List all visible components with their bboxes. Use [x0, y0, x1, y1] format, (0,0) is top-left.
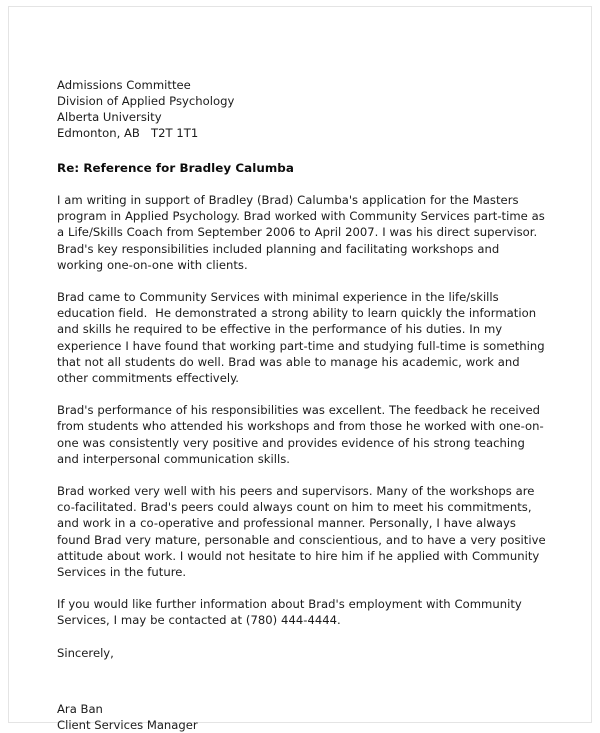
- recipient-address-block: [57, 77, 547, 141]
- recipient-line-institution: Alberta University: [57, 110, 162, 124]
- signature-space: [57, 661, 547, 701]
- recipient-line-city-postal: Edmonton, AB T2T 1T1: [57, 126, 199, 140]
- signer-title: Client Services Manager: [57, 717, 198, 732]
- signer-name: Ara Ban: [57, 701, 103, 716]
- signature-block: [57, 701, 547, 733]
- document-page: [8, 6, 592, 732]
- body-paragraph-3: Brad's performance of his responsibilities was excellent. The feedback he received from students who attended his workshops and from those he worked with one-on-one was consistently very positive and provides evidence of his strong teaching and interpersonal communication skills.: [57, 403, 544, 466]
- subject-line: Re: Reference for Bradley Calumba: [57, 161, 294, 175]
- body-paragraph-5: If you would like further information about Brad's employment with Community Services, I may be contacted at (780) 444-4444.: [57, 597, 526, 628]
- body-paragraph-1: I am writing in support of Bradley (Brad) Calumba's application for the Masters program in Applied Psychology. Brad worked with Community Services part-time as a Life/Skills Coach from September 2006 to April 2007. I was his direct supervisor. Brad's key responsibilities included planning and facilitating workshops and working one-on-one with clients.: [57, 193, 549, 272]
- recipient-line-organization: Admissions Committee: [57, 78, 191, 92]
- body-paragraph-4: Brad worked very well with his peers and supervisors. Many of the workshops are co-facilitated. Brad's peers could always count on him to meet his commitments, and work in a co-operative and professional manner. Personally, I have always found Brad very mature, personable and conscientious, and to have a very positive attitude about work. I would not hesitate to hire him if he applied with Community Services in the future.: [57, 484, 550, 580]
- closing-salutation: Sincerely,: [57, 645, 114, 660]
- body-paragraph-2: Brad came to Community Services with minimal experience in the life/skills education field. He demonstrated a strong ability to learn quickly the information and skills he required to be effective in the performance of his duties. In my experience I have found that working part-time and studying full-time is something that not all students do well. Brad was able to manage his academic, work and other commitments effectively.: [57, 290, 549, 386]
- recipient-line-division: Division of Applied Psychology: [57, 94, 235, 108]
- letter-body: [57, 77, 550, 733]
